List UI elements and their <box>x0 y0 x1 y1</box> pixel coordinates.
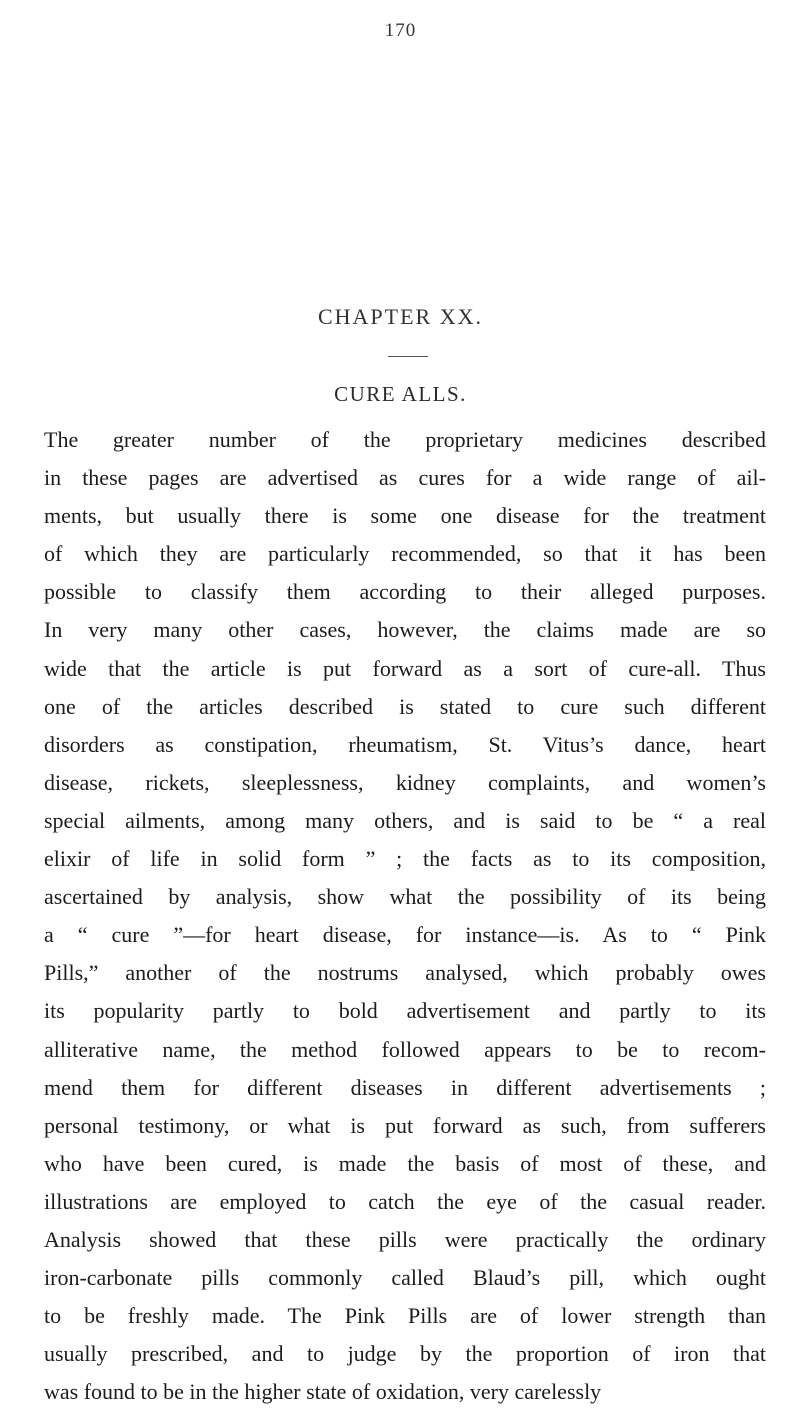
text-line: elixir of life in solid form ” ; the facts as to its composition, <box>44 846 766 872</box>
text-line: personal testimony, or what is put forward as such, from sufferers <box>44 1112 766 1138</box>
text-line: Analysis showed that these pills were practically the ordinary <box>44 1226 766 1252</box>
text-line: one of the articles described is stated to cure such different <box>44 693 766 719</box>
text-line: of which they are particularly recommended, so that it has been <box>44 541 766 567</box>
body-paragraph <box>44 421 766 1411</box>
text-line: In very many other cases, however, the claims made are so <box>44 617 766 643</box>
text-line: who have been cured, is made the basis of most of these, and <box>44 1150 766 1176</box>
text-line: ascertained by analysis, show what the possibility of its being <box>44 884 766 910</box>
text-line: wide that the article is put forward as a sort of cure-all. Thus <box>44 655 766 681</box>
text-line: iron-carbonate pills commonly called Blaud’s pill, which ought <box>44 1265 766 1291</box>
text-line: mend them for different diseases in different advertisements ; <box>44 1074 766 1100</box>
text-line: disease, rickets, sleeplessness, kidney complaints, and women’s <box>44 769 766 795</box>
text-line: Pills,” another of the nostrums analysed, which probably owes <box>44 960 766 986</box>
text-line: ments, but usually there is some one disease for the treatment <box>44 503 766 529</box>
text-line: possible to classify them according to their alleged purposes. <box>44 579 766 605</box>
text-line: in these pages are advertised as cures for a wide range of ail- <box>44 465 766 491</box>
heading-divider <box>388 356 428 357</box>
text-line: a “ cure ”—for heart disease, for instance—is. As to “ Pink <box>44 922 766 948</box>
text-line: to be freshly made. The Pink Pills are of lower strength than <box>44 1303 766 1329</box>
chapter-title: CURE ALLS. <box>334 382 467 406</box>
text-line: alliterative name, the method followed appears to be to recom- <box>44 1036 766 1062</box>
text-line: special ailments, among many others, and is said to be “ a real <box>44 807 766 833</box>
text-line: usually prescribed, and to judge by the proportion of iron that <box>44 1341 766 1367</box>
page-number: 170 <box>384 20 417 41</box>
text-line: The greater number of the proprietary medicines described <box>44 427 766 452</box>
text-line: its popularity partly to bold advertisement and partly to its <box>44 998 766 1024</box>
chapter-heading: CHAPTER XX. <box>317 304 483 329</box>
text-line: disorders as constipation, rheumatism, St. Vitus’s dance, heart <box>44 731 766 757</box>
text-line: illustrations are employed to catch the eye of the casual reader. <box>44 1188 766 1214</box>
text-line: was found to be in the higher state of oxidation, very carelessly <box>44 1379 602 1405</box>
